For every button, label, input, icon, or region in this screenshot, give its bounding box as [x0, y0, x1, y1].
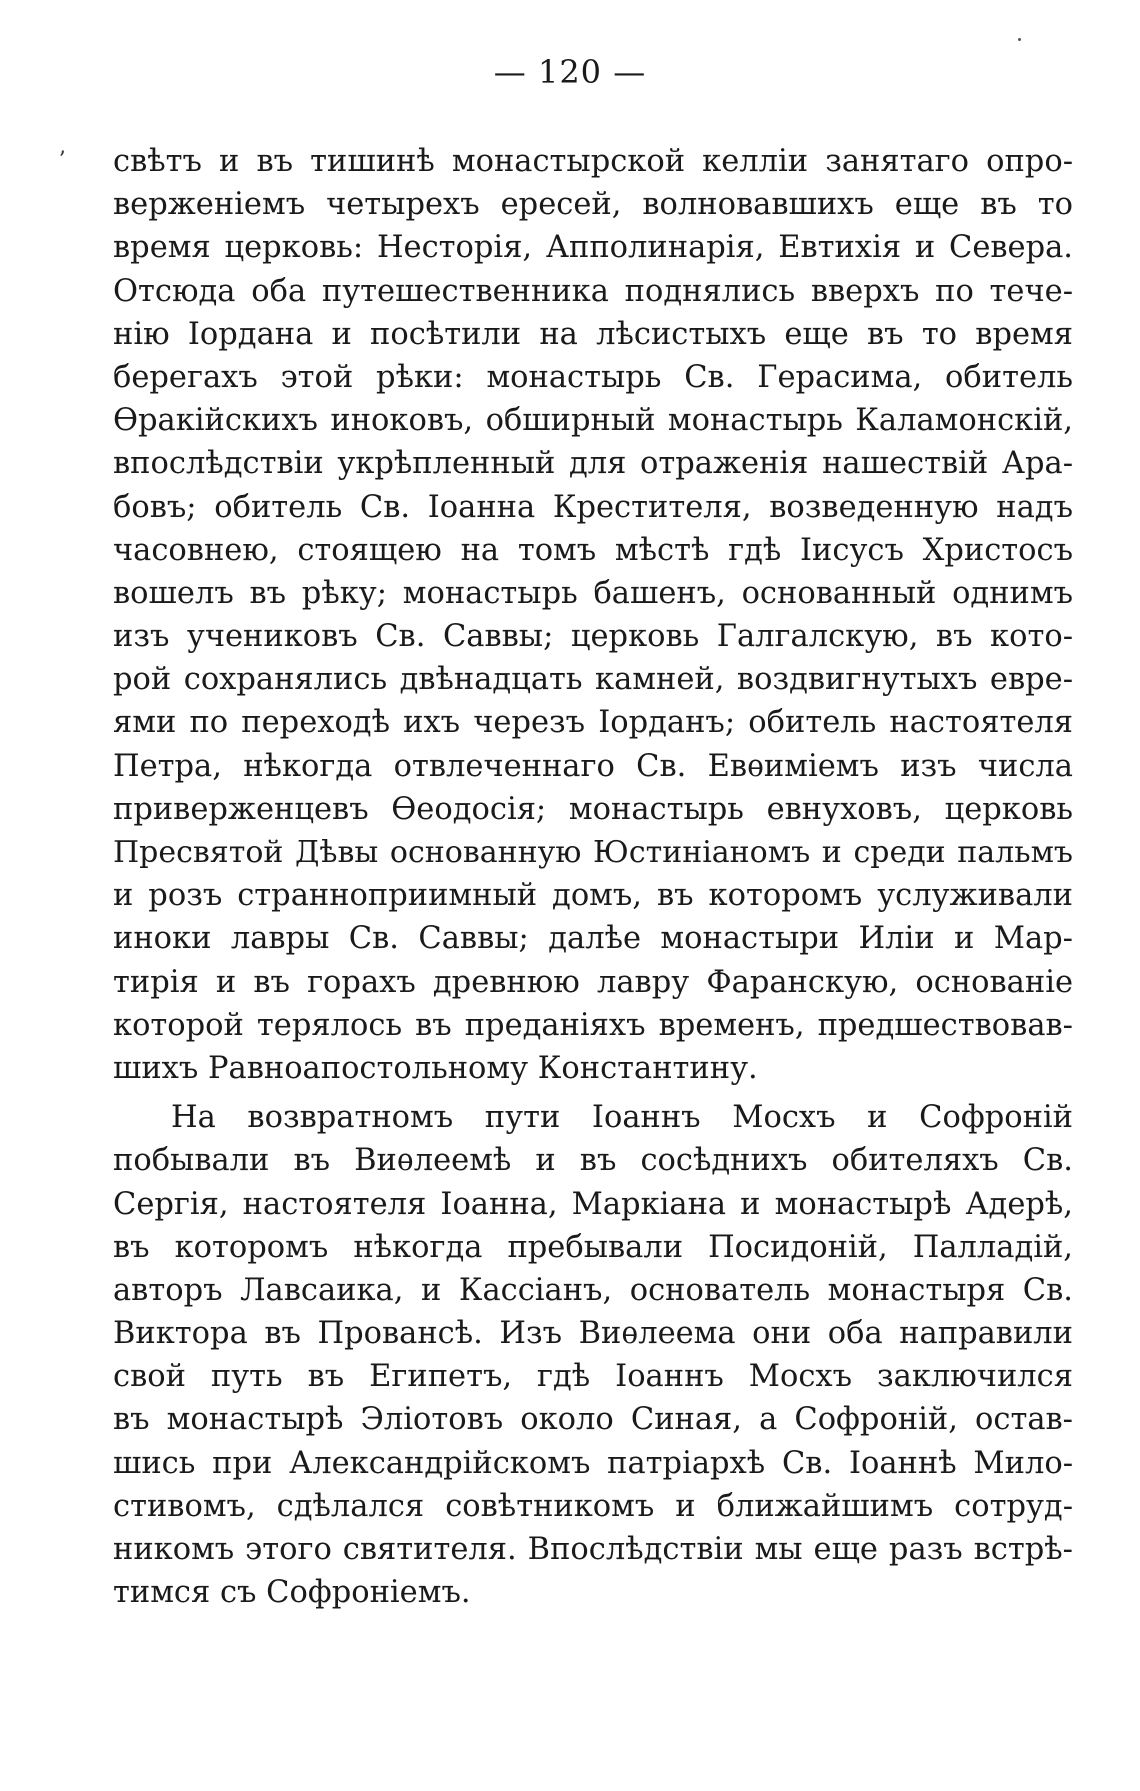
text-line: свѣтъ и въ тишинѣ монастырской келліи занятаго опро- [113, 144, 1073, 179]
text-line: часовнею, стоящею на томъ мѣстѣ гдѣ Іисусъ Христосъ [113, 532, 1073, 568]
page-number: — 120 — [493, 53, 647, 91]
text-line: верженіемъ четырехъ ересей, волновавшихъ еще въ то [113, 187, 1073, 223]
body-text [113, 140, 1073, 1614]
text-line: На возвратномъ пути Іоаннъ Мосхъ и Софроній [171, 1100, 1073, 1136]
paragraph [113, 1096, 1073, 1614]
text-line: Отсюда оба путешественника поднялись вверхъ по тече- [113, 273, 1073, 309]
text-line: Пресвятой Дѣвы основанную Юстиніаномъ и среди пальмъ [113, 835, 1073, 870]
text-line: приверженцевъ Ѳеодосія; монастырь евнуховъ, церковь [113, 791, 1073, 827]
text-line: никомъ этого святителя. Впослѣдствіи мы еще разъ встрѣ- [113, 1532, 1073, 1567]
text-line: шихъ Равноапостольному Константину. [113, 1050, 758, 1086]
text-line: тирія и въ горахъ древнюю лавру Фаранскую, основаніе [113, 964, 1073, 1000]
text-line: Ѳракійскихъ иноковъ, обширный монастырь Каламонскій, [113, 403, 1073, 439]
text-line: свой путь въ Египетъ, гдѣ Іоаннъ Мосхъ заключился [113, 1359, 1073, 1395]
text-line: и розъ странноприимный домъ, въ которомъ услуживали [113, 878, 1073, 914]
text-line: въ монастырѣ Эліотовъ около Синая, а Софроній, остав- [113, 1402, 1073, 1438]
text-line: шись при Александрійскомъ патріархѣ Св. Іоаннѣ Мило- [113, 1445, 1073, 1481]
text-line: побывали въ Виѳлеемѣ и въ сосѣднихъ обителяхъ Св. [113, 1143, 1073, 1179]
text-line: иноки лавры Св. Саввы; далѣе монастыри Иліи и Мар- [113, 921, 1073, 957]
text-line: бовъ; обитель Св. Іоанна Крестителя, возведенную надъ [113, 489, 1073, 525]
text-line: берегахъ этой рѣки: монастырь Св. Герасима, обитель [113, 359, 1073, 395]
text-line: рой сохранялись двѣнадцать камней, воздвигнутыхъ евре- [113, 662, 1073, 698]
text-line: которой терялось въ преданіяхъ временъ, предшествовав- [113, 1007, 1073, 1043]
margin-mark: ʼ [58, 148, 65, 173]
text-line: ями по переходѣ ихъ черезъ Іорданъ; обитель настоятеля [113, 705, 1073, 741]
text-line: стивомъ, сдѣлался совѣтникомъ и ближайшимъ сотруд- [113, 1488, 1073, 1524]
text-line: нію Іордана и посѣтили на лѣсистыхъ еще въ то время [113, 316, 1073, 352]
scan-speck [1018, 38, 1021, 41]
text-line: изъ учениковъ Св. Саввы; церковь Галгалскую, въ кото- [113, 619, 1073, 655]
text-line: въ которомъ нѣкогда пребывали Посидоній, Палладій, [113, 1229, 1073, 1265]
text-line: вошелъ въ рѣку; монастырь башенъ, основанный однимъ [113, 575, 1073, 611]
text-line: Сергія, настоятеля Іоанна, Маркіана и монастырѣ Адерѣ, [113, 1186, 1073, 1222]
text-line: авторъ Лавсаика, и Кассіанъ, основатель монастыря Св. [113, 1272, 1073, 1308]
text-line: впослѣдствіи укрѣпленный для отраженія нашествій Ара- [113, 446, 1073, 482]
text-line: Виктора въ Провансѣ. Изъ Виѳлеема они оба направили [113, 1316, 1073, 1352]
text-line: тимся съ Софроніемъ. [113, 1575, 471, 1611]
paragraph [113, 140, 1073, 1090]
text-line: время церковь: Несторія, Апполинарія, Евтихія и Севера. [113, 230, 1073, 266]
text-line: Петра, нѣкогда отвлеченнаго Св. Евѳиміемъ изъ числа [113, 748, 1073, 784]
